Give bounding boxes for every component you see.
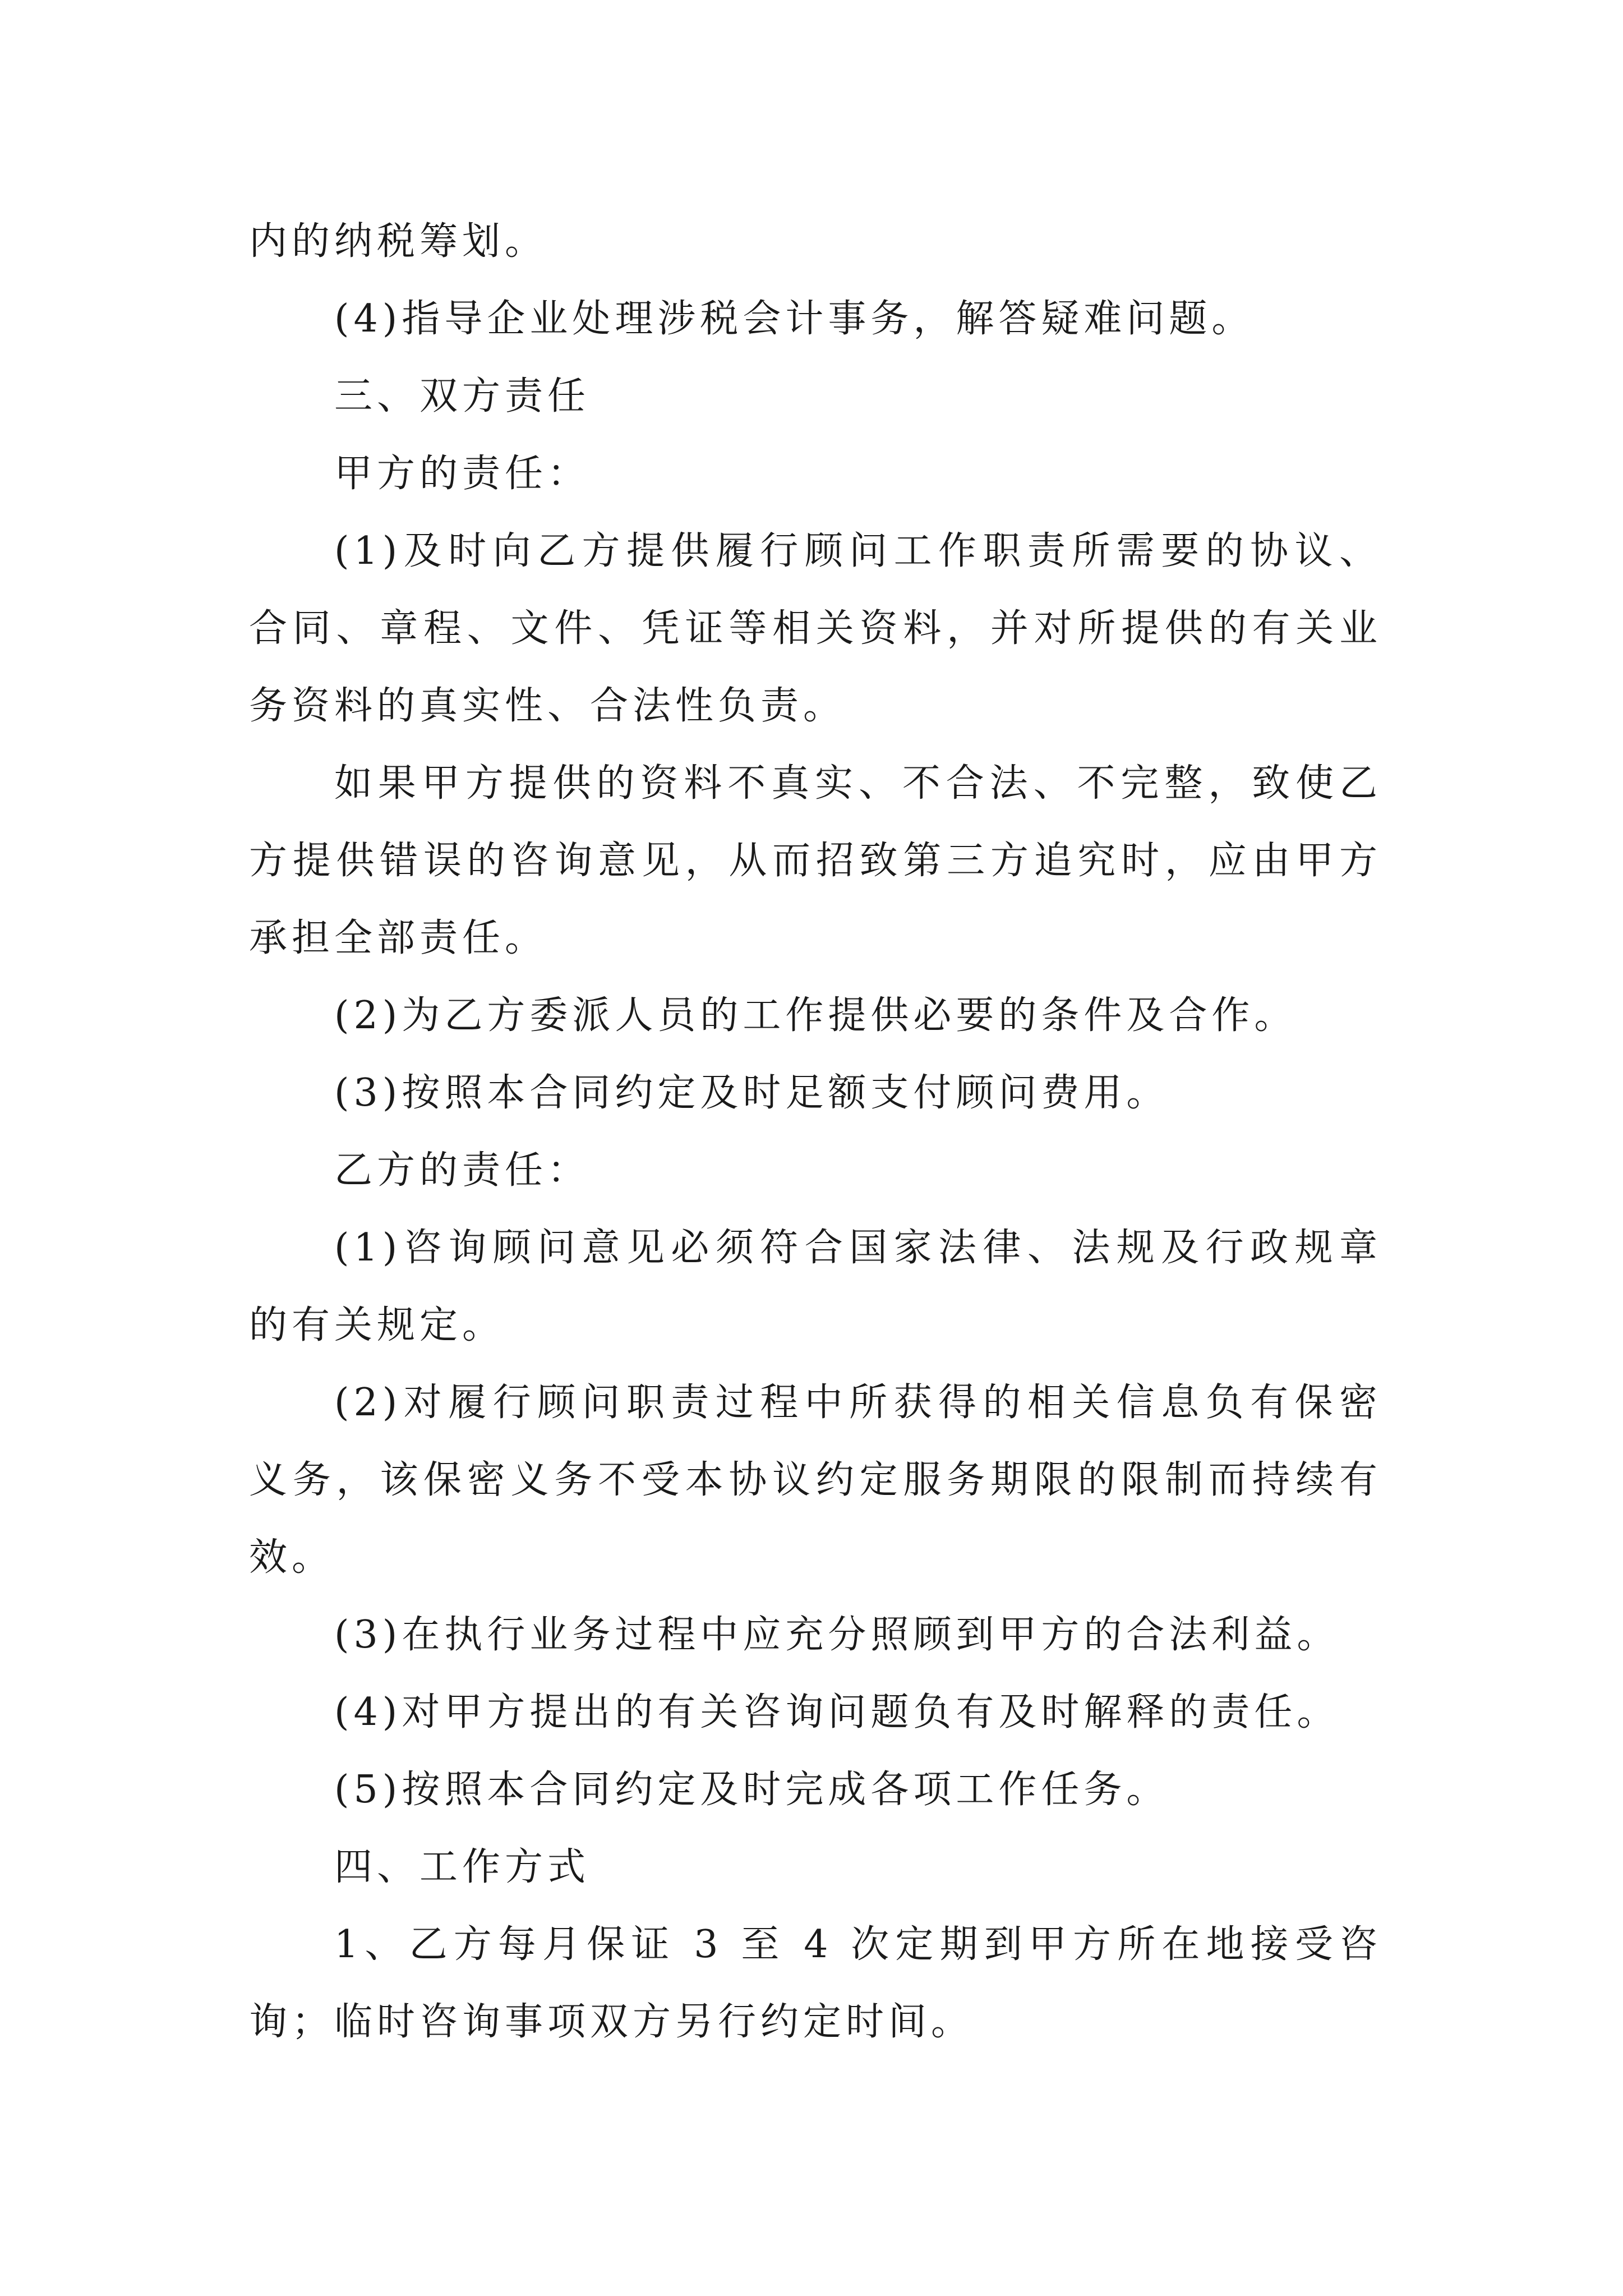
paragraph-item-4: (4)指导企业处理涉税会计事务，解答疑难问题。 <box>334 297 1255 341</box>
party-b-item-3: (3)在执行业务过程中应充分照顾到甲方的合法利益。 <box>334 1613 1340 1657</box>
party-b-item-5: (5)按照本合同约定及时完成各项工作任务。 <box>334 1768 1169 1812</box>
paragraph-continuation: 内的纳税筹划。 <box>249 219 548 264</box>
party-a-heading: 甲方的责任： <box>334 452 591 496</box>
party-b-item-1: (1)咨询顾问意见必须符合国家法律、法规及行政规章的有关规定。 <box>249 1226 1382 1347</box>
party-a-item-3: (3)按照本合同约定及时足额支付顾问费用。 <box>334 1071 1169 1115</box>
party-a-item-2: (2)为乙方委派人员的工作提供必要的条件及合作。 <box>334 993 1297 1038</box>
party-a-item-1: (1)及时向乙方提供履行顾问工作职责所需要的协议、合同、章程、文件、凭证等相关资料，并对所提供的有关业务资料的真实性、合法性负责。 <box>249 529 1382 728</box>
party-b-item-4: (4)对甲方提出的有关咨询问题负有及时解释的责任。 <box>334 1690 1340 1734</box>
section-heading-4: 四、工作方式 <box>334 1845 591 1889</box>
section-heading-3: 三、双方责任 <box>334 374 591 418</box>
work-method-item-1: 1、乙方每月保证 3 至 4 次定期到甲方所在地接受咨询；临时咨询事项双方另行约定时间。 <box>249 1922 1382 2044</box>
party-a-item-1-note: 如果甲方提供的资料不真实、不合法、不完整，致使乙方提供错误的咨询意见，从而招致第三方追究时，应由甲方承担全部责任。 <box>249 761 1382 960</box>
party-b-heading: 乙方的责任： <box>334 1148 591 1193</box>
party-b-item-2: (2)对履行顾问职责过程中所获得的相关信息负有保密义务，该保密义务不受本协议约定服务期限的限制而持续有效。 <box>249 1381 1382 1580</box>
